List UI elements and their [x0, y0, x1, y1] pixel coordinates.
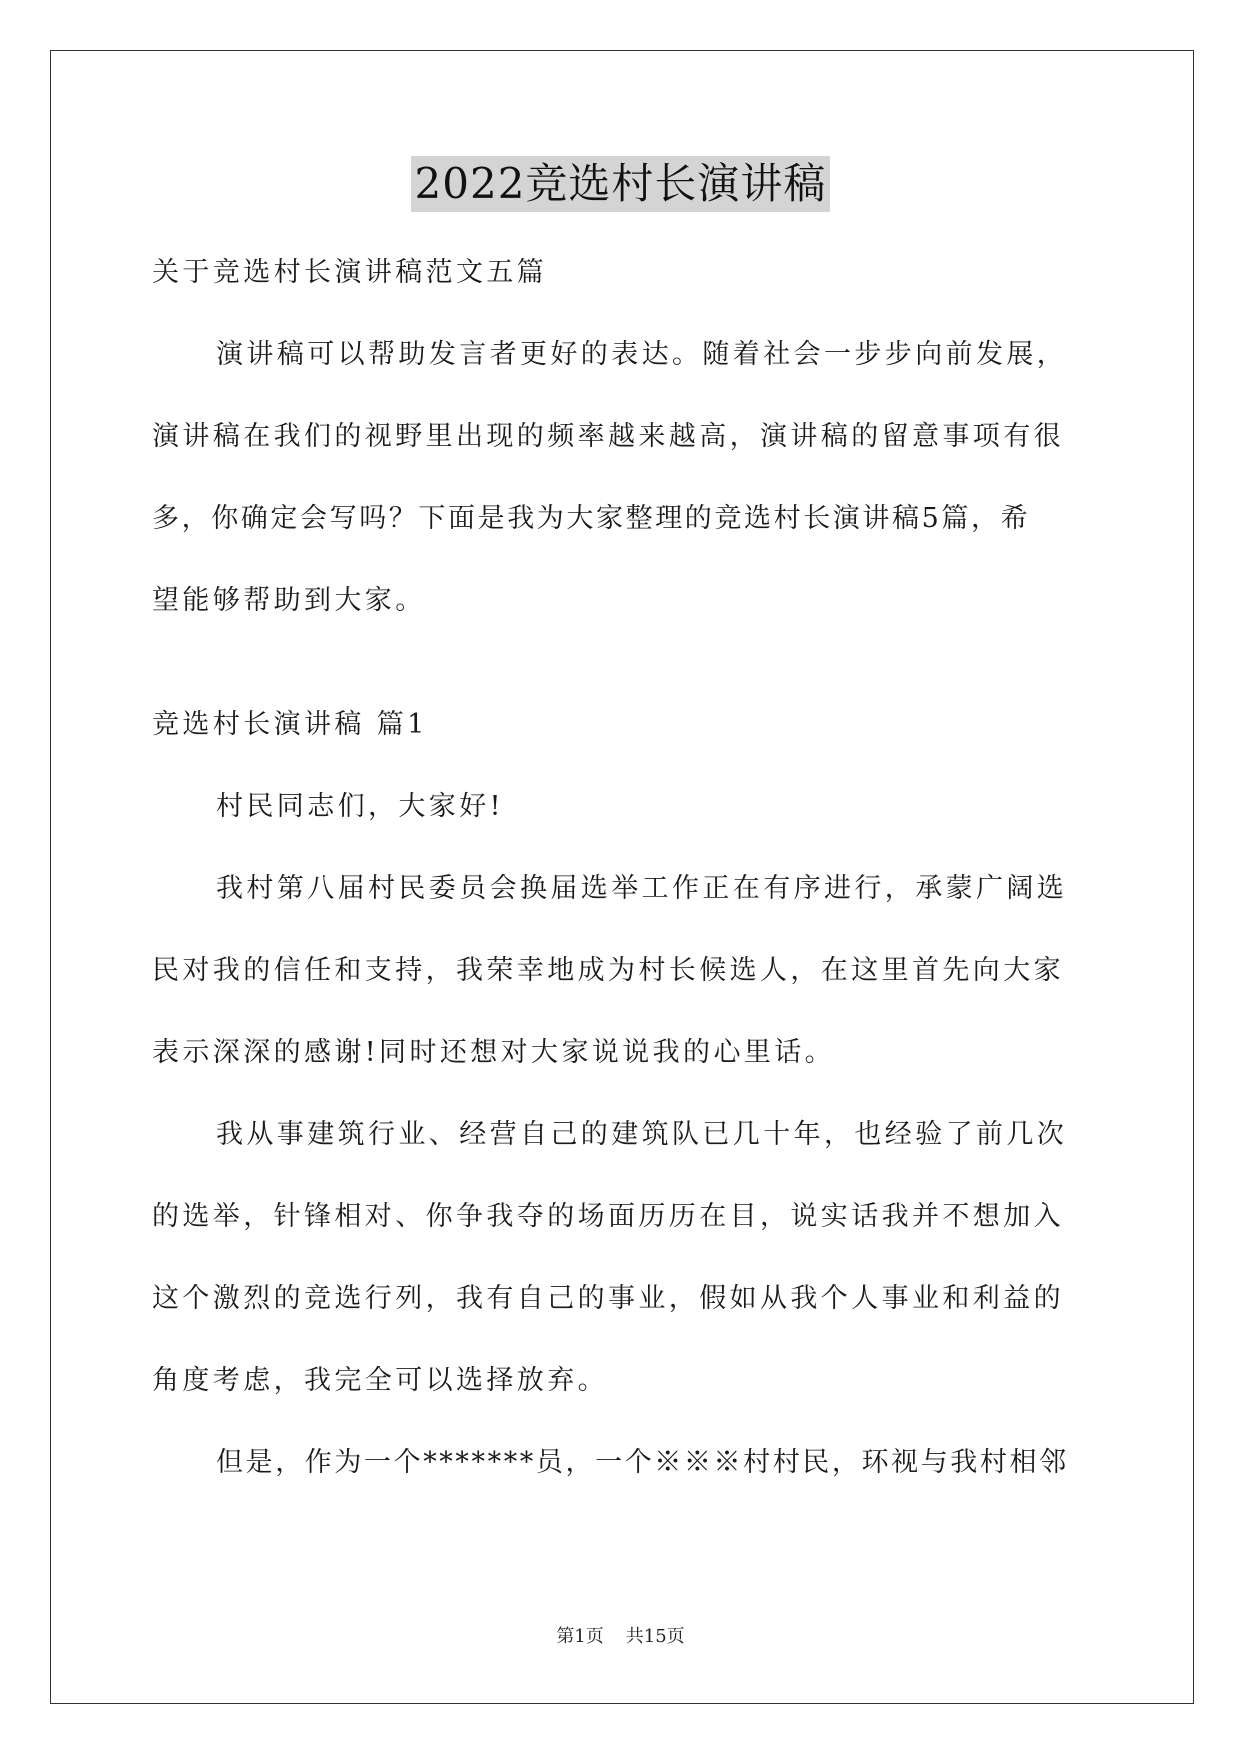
subtitle: 关于竞选村长演讲稿范文五篇 — [152, 257, 548, 288]
paragraph-line: 但是，作为一个*******员，一个※※※村村民，环视与我村相邻 — [216, 1447, 1069, 1478]
document-body — [152, 232, 1092, 1504]
greeting: 村民同志们，大家好! — [216, 791, 504, 822]
intro-line: 望能够帮助到大家。 — [152, 585, 426, 616]
paragraph-line: 这个激烈的竞选行列，我有自己的事业，假如从我个人事业和利益的 — [152, 1283, 1064, 1314]
title-wrap — [0, 156, 1241, 212]
section-gap — [152, 642, 1092, 684]
paragraph-line: 的选举，针锋相对、你争我夺的场面历历在目，说实话我并不想加入 — [152, 1201, 1064, 1232]
page-number: 第1页 — [556, 1626, 604, 1647]
section-heading: 竞选村长演讲稿 篇1 — [152, 709, 428, 740]
page-footer — [0, 1622, 1241, 1648]
intro-line: 多，你确定会写吗？下面是我为大家整理的竞选村长演讲稿5篇，希 — [152, 503, 1031, 534]
paragraph-line: 我村第八届村民委员会换届选举工作正在有序进行，承蒙广阔选 — [216, 873, 1068, 904]
page-total: 共15页 — [625, 1626, 685, 1647]
paragraph-line: 我从事建筑行业、经营自己的建筑队已几十年，也经验了前几次 — [216, 1119, 1068, 1150]
paragraph-line: 表示深深的感谢!同时还想对大家说说我的心里话。 — [152, 1037, 836, 1068]
paragraph-line: 民对我的信任和支持，我荣幸地成为村长候选人，在这里首先向大家 — [152, 955, 1064, 986]
intro-line: 演讲稿可以帮助发言者更好的表达。随着社会一步步向前发展， — [216, 339, 1068, 370]
document-title: 2022竞选村长演讲稿 — [411, 156, 831, 212]
intro-line: 演讲稿在我们的视野里出现的频率越来越高，演讲稿的留意事项有很 — [152, 421, 1064, 452]
paragraph-line: 角度考虑，我完全可以选择放弃。 — [152, 1365, 608, 1396]
